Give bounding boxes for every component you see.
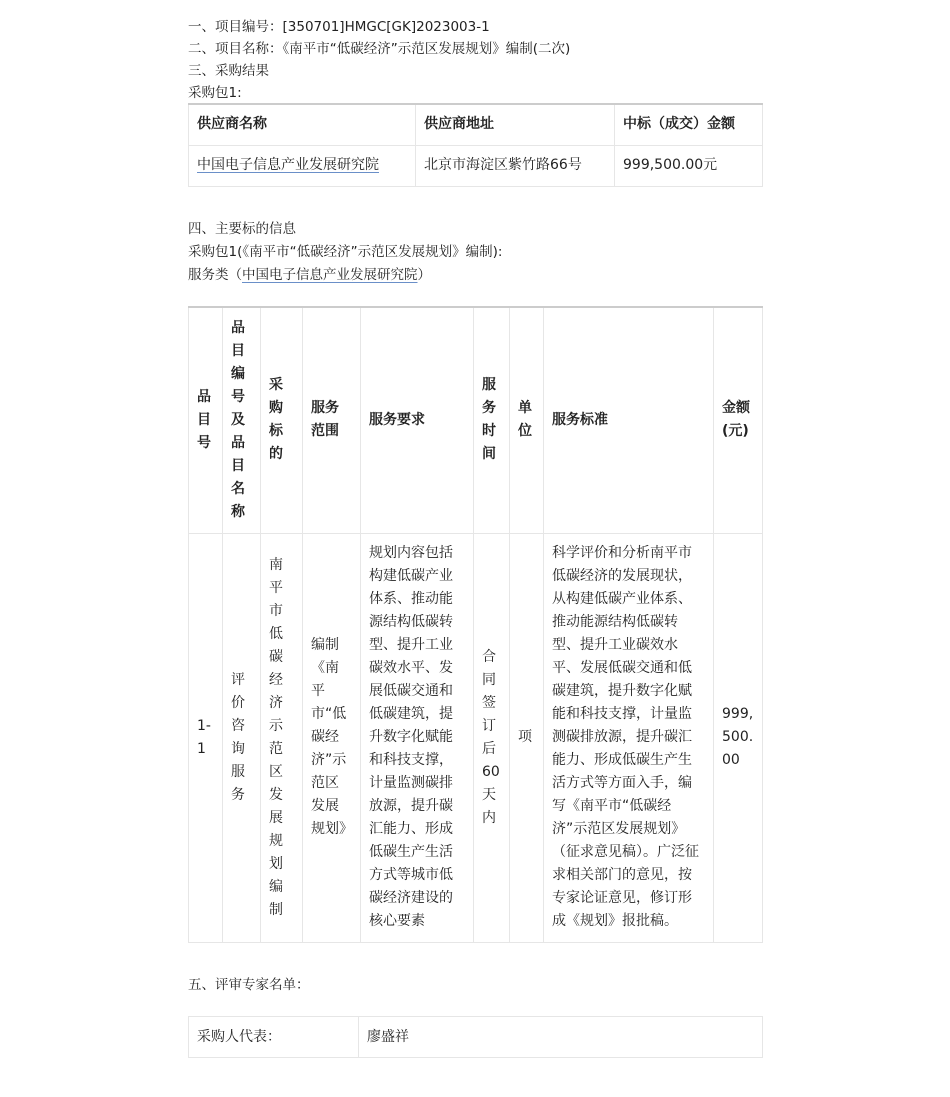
header-item-code-name: 品目编号及品目名称 (223, 307, 261, 533)
header-service-time: 服务时间 (474, 307, 510, 533)
header-supplier-address: 供应商地址 (416, 104, 615, 145)
item-code-name: 评价咨询服务 (223, 533, 261, 942)
purchaser-rep-label: 采购人代表： (189, 1017, 359, 1058)
package-description: 采购包1(《南平市“低碳经济”示范区发展规划》编制): (188, 244, 503, 260)
experts-heading: 五、评审专家名单： (188, 977, 310, 993)
amount: 999,500.00 (714, 533, 763, 942)
header-procurement-object: 采购标的 (261, 307, 303, 533)
result-heading: 三、采购结果 (188, 63, 269, 79)
header-item-no: 品目号 (189, 307, 223, 533)
header-unit: 单位 (510, 307, 544, 533)
purchaser-rep-name: 廖盛祥 (359, 1017, 763, 1058)
table-row (189, 533, 763, 942)
service-requirements: 规划内容包括构建低碳产业体系、推动能源结构低碳转型、提升工业碳效水平、发展低碳交通和低碳建筑，提升数字化赋能和科技支撑，计量监测碳排放源，提升碳汇能力、形成低碳生产生活方式等城市低碳经济建设的核心要素 (361, 533, 474, 942)
header-service-standard: 服务标准 (544, 307, 714, 533)
service-scope: 编制《南平市“低碳经济”示范区发展规划》 (303, 533, 361, 942)
unit: 项 (510, 533, 544, 942)
header-amount: 金额(元) (714, 307, 763, 533)
table-header-row (189, 104, 763, 145)
table-header-row (189, 307, 763, 533)
service-type: 服务类（中国电子信息产业发展研究院） (188, 267, 431, 283)
header-bid-amount: 中标（成交）金额 (615, 104, 763, 145)
table-row (189, 1017, 763, 1058)
item-table (188, 306, 763, 943)
bid-amount: 999,500.00元 (615, 145, 763, 186)
procurement-object: 南平市低碳经济示范区发展规划编制 (261, 533, 303, 942)
supplier-name-link[interactable]: 中国电子信息产业发展研究院 (197, 157, 379, 173)
table-row (189, 145, 763, 186)
header-service-requirements: 服务要求 (361, 307, 474, 533)
service-time: 合同签订后60天内 (474, 533, 510, 942)
header-supplier-name: 供应商名称 (189, 104, 416, 145)
service-standard: 科学评价和分析南平市低碳经济的发展现状，从构建低碳产业体系、推动能源结构低碳转型、提升工业碳效水平、发展低碳交通和低碳建筑，提升数字化赋能和科技支撑，计量监测碳排放源，提升碳汇能力、形成低碳生产生活方式等方面入手，编写《南平市“低碳经济”示范区发展规划》（征求意见稿）。广泛征求相关部门的意见，按专家论证意见，修订形成《规划》报批稿。 (544, 533, 714, 942)
main-info-heading: 四、主要标的信息 (188, 221, 296, 237)
project-name: 二、项目名称：《南平市“低碳经济”示范区发展规划》编制(二次) (188, 41, 571, 57)
expert-table (188, 1016, 763, 1058)
package-label: 采购包1: (188, 85, 242, 101)
supplier-address: 北京市海淀区紫竹路66号 (416, 145, 615, 186)
header-service-scope: 服务范围 (303, 307, 361, 533)
item-no: 1-1 (189, 533, 223, 942)
result-table (188, 103, 763, 187)
project-number: 一、项目编号：[350701]HMGC[GK]2023003-1 (188, 19, 490, 35)
service-type-link[interactable]: 中国电子信息产业发展研究院 (242, 267, 418, 283)
